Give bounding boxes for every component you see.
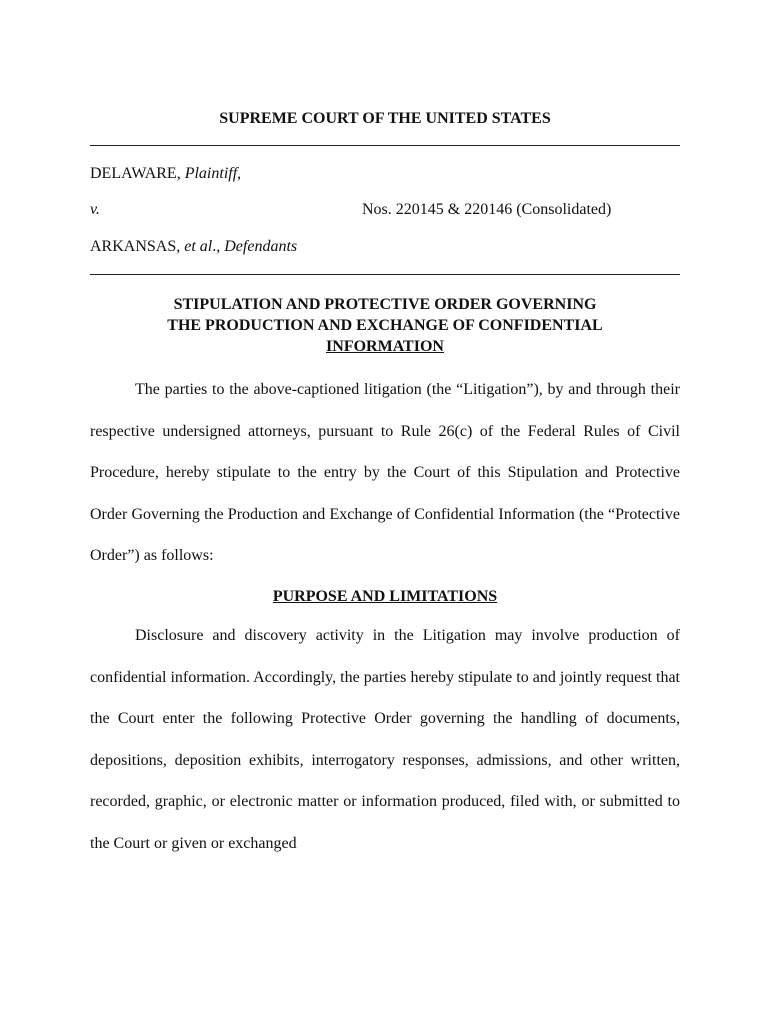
caption-plaintiff <box>90 165 241 183</box>
intro-paragraph: The parties to the above-captioned litigation (the “Litigation”), by and through their respective undersigned attorneys, pursuant to Rule 26(c) of the Federal Rules of Civil Procedure, hereby stipulate to the entry by the Court of this Stipulation and Protective Order Governing the Production and Exchange of Confidential Information (the “Protective Order”) as follows: <box>90 381 680 565</box>
defendant-name: ARKANSAS, <box>90 238 181 255</box>
defendant-role: Defendants <box>224 238 298 255</box>
docket-numbers: Nos. 220145 & 220146 (Consolidated) <box>362 201 612 218</box>
caption-versus <box>90 201 100 219</box>
caption-defendants <box>90 238 297 256</box>
defendant-et-al: et al <box>184 238 213 255</box>
caption-top-rule <box>90 145 680 146</box>
plaintiff-role: Plaintiff <box>184 165 238 182</box>
caption-bottom-rule <box>90 274 680 275</box>
section-heading-purpose: PURPOSE AND LIMITATIONS <box>272 588 498 605</box>
plaintiff-suffix: , <box>237 165 242 182</box>
title-line-3: INFORMATION <box>326 338 444 355</box>
document-title <box>90 294 680 357</box>
defendant-separator: ., <box>212 238 221 255</box>
versus-text: v. <box>90 201 100 218</box>
title-line-2: THE PRODUCTION AND EXCHANGE OF CONFIDENTIAL <box>167 317 603 334</box>
court-name: SUPREME COURT OF THE UNITED STATES <box>219 110 551 127</box>
plaintiff-name: DELAWARE, <box>90 165 181 182</box>
purpose-paragraph: Disclosure and discovery activity in the Litigation may involve production of confidential information. Accordingly, the parties hereby stipulate to and jointly request that the Court enter the following Protective Order governing the handling of documents, depositions, deposition exhibits, interrogatory responses, admissions, and other written, recorded, graphic, or electronic matter or information produced, filed with, or submitted to the Court or given or exchanged <box>90 627 680 852</box>
title-line-1: STIPULATION AND PROTECTIVE ORDER GOVERNING <box>173 296 597 313</box>
